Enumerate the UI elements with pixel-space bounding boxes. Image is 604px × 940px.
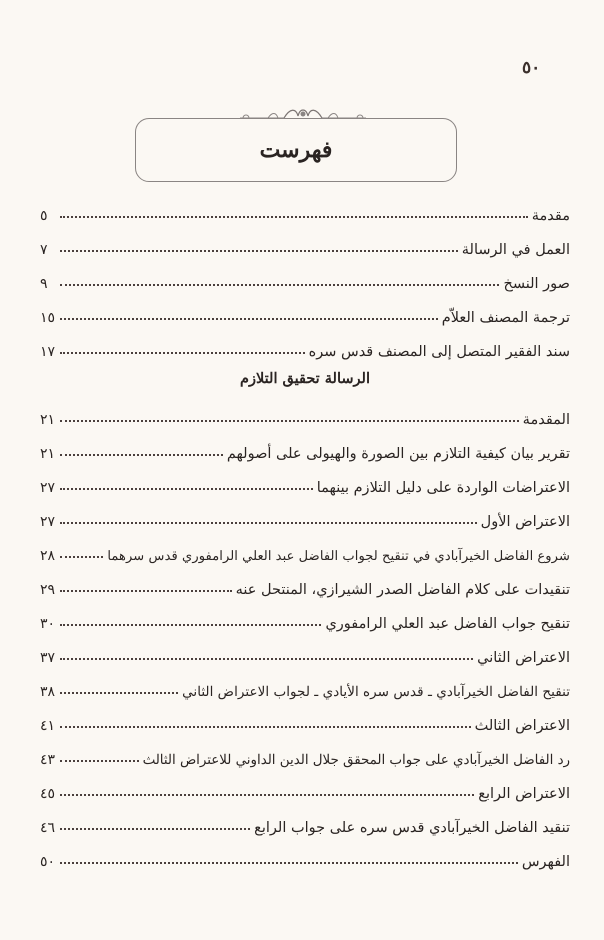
toc-entry[interactable] [40, 506, 570, 530]
dot-leader [60, 760, 139, 762]
toc-entry-page: ٥٠ [40, 854, 56, 870]
toc-entry-label: مقدمة [531, 208, 570, 224]
toc-entry-page: ٣٧ [40, 650, 56, 666]
toc-entry-label: تقرير بيان كيفية التلازم بين الصورة والهيولى على أصولهم [226, 446, 570, 462]
dot-leader [60, 318, 438, 320]
toc-entry-page: ٤٥ [40, 786, 56, 802]
toc-entry-page: ٢١ [40, 446, 56, 462]
toc-entry-label: سند الفقير المتصل إلى المصنف قدس سره [308, 344, 570, 360]
toc-entry[interactable] [40, 472, 570, 496]
dot-leader [60, 420, 519, 422]
title-box [135, 118, 457, 182]
dot-leader [60, 488, 313, 490]
toc-entry[interactable] [40, 846, 570, 870]
toc-entry[interactable] [40, 710, 570, 734]
toc-entry-label: الاعتراض الثالث [474, 718, 570, 734]
toc-entry-page: ١٧ [40, 344, 56, 360]
toc-entry-label: الفهرس [521, 854, 570, 870]
toc-entry-label: الاعتراض الرابع [478, 786, 570, 802]
toc-entry-page: ٢٩ [40, 582, 56, 598]
toc-entry[interactable] [40, 234, 570, 258]
toc-entry-page: ٩ [40, 276, 48, 292]
toc-entry-page: ٢١ [40, 412, 56, 428]
toc-entry-page: ١٥ [40, 310, 56, 326]
dot-leader [60, 726, 471, 728]
toc-entry[interactable] [40, 642, 570, 666]
dot-leader [60, 692, 178, 694]
toc-entry[interactable] [40, 200, 570, 224]
section-heading: الرسالة تحقيق التلازم [240, 370, 370, 387]
toc-entry[interactable] [40, 812, 570, 836]
toc-entry[interactable] [40, 268, 570, 292]
toc-entry-page: ٣٨ [40, 684, 56, 700]
dot-leader [60, 556, 103, 558]
toc-entry-page: ٢٧ [40, 514, 56, 530]
dot-leader [60, 862, 518, 864]
toc-entry[interactable] [40, 336, 570, 360]
toc-entry-page: ٤٣ [40, 752, 56, 768]
toc-entry-label: الاعتراض الأول [480, 514, 570, 530]
toc-entry[interactable] [40, 574, 570, 598]
toc-entry[interactable] [40, 744, 570, 768]
toc-entry-page: ٧ [40, 242, 48, 258]
toc-entry-label: تنقيد الفاضل الخيرآبادي قدس سره على جواب الرابع [254, 820, 570, 836]
page-title: فهرست [259, 137, 333, 163]
toc-entry-page: ٢٨ [40, 548, 56, 564]
toc-entry[interactable] [40, 540, 570, 564]
toc-entry-label: تنقيح الفاضل الخيرآبادي ـ قدس سره الأيادي ـ لجواب الاعتراض الثاني [182, 684, 570, 700]
dot-leader [60, 590, 232, 592]
toc-entry[interactable] [40, 778, 570, 802]
toc-entry[interactable] [40, 438, 570, 462]
toc-entry[interactable] [40, 302, 570, 326]
toc-entry-label: تنقيح جواب الفاضل عبد العلي الرامفوري [325, 616, 570, 632]
dot-leader [60, 284, 499, 286]
toc-entry-page: ٢٧ [40, 480, 56, 496]
toc-entry-label: صور النسخ [503, 276, 570, 292]
toc-entry-label: تنقيدات على كلام الفاضل الصدر الشيرازي، المنتحل عنه [235, 582, 570, 598]
toc-entry-page: ٤٦ [40, 820, 56, 836]
page-number: ٥٠ [522, 58, 541, 78]
toc-entry[interactable] [40, 608, 570, 632]
toc-entry-label: الاعتراض الثاني [477, 650, 570, 666]
dot-leader [60, 794, 474, 796]
dot-leader [60, 522, 477, 524]
dot-leader [60, 454, 223, 456]
dot-leader [60, 250, 458, 252]
toc-entry-page: ٣٠ [40, 616, 56, 632]
toc-entry[interactable] [40, 676, 570, 700]
toc-entry-label: ترجمة المصنف العلاّم [441, 310, 570, 326]
dot-leader [60, 658, 473, 660]
dot-leader [60, 352, 305, 354]
dot-leader [60, 624, 321, 626]
dot-leader [60, 828, 250, 830]
toc-entry-page: ٤١ [40, 718, 56, 734]
toc-entry-page: ٥ [40, 208, 48, 224]
toc-entry-label: العمل في الرسالة [461, 242, 570, 258]
toc-entry-label: شروع الفاضل الخيرآبادي في تنقيح لجواب الفاضل عبد العلي الرامفوري قدس سرهما [107, 549, 570, 564]
dot-leader [60, 216, 528, 218]
toc-entry-label: رد الفاضل الخيرآبادي على جواب المحقق جلال الدين الداوني للاعتراض الثالث [142, 753, 570, 768]
toc-entry[interactable] [40, 404, 570, 428]
toc-entry-label: الاعتراضات الواردة على دليل التلازم بينهما [316, 480, 570, 496]
toc-entry-label: المقدمة [522, 412, 570, 428]
